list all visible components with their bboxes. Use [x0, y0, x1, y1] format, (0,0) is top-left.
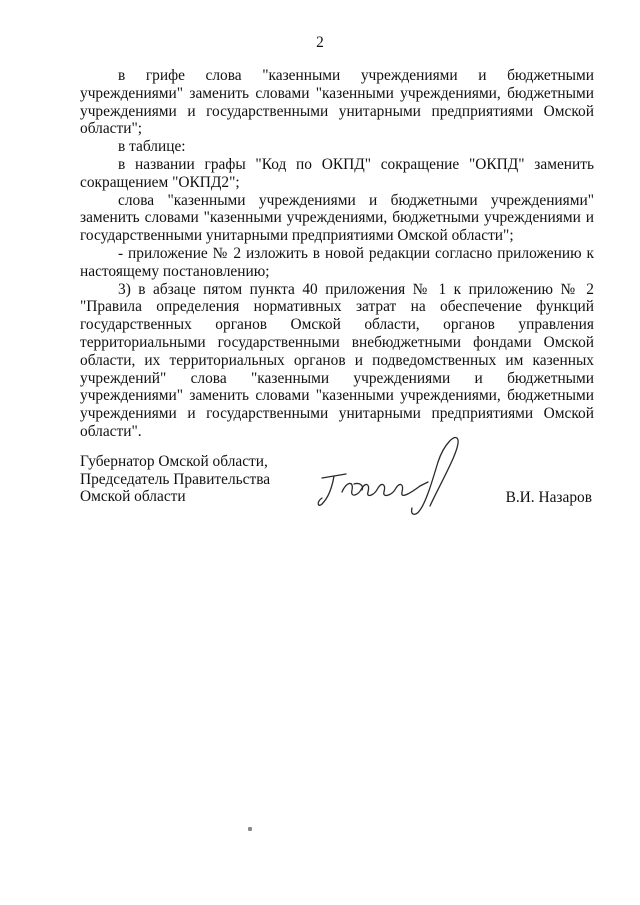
- scan-dot: [248, 827, 252, 831]
- paragraph-okpd: в названии графы "Код по ОКПД" сокращение "ОКПД" заменить сокращением "ОКПД2";: [80, 155, 594, 191]
- signatory-title: [80, 453, 270, 506]
- signatory-title-line: Председатель Правительства: [80, 470, 271, 488]
- signatory-title-line: Омской области: [80, 488, 186, 506]
- document-body: [80, 67, 594, 441]
- page-number: 2: [316, 34, 324, 51]
- handwritten-signature: [312, 432, 472, 522]
- paragraph-appendix: - приложение № 2 изложить в новой редакции согласно приложению к настоящему постановлению;: [80, 244, 594, 280]
- paragraph-table-intro: в таблице:: [118, 138, 186, 156]
- paragraph-item-3: 3) в абзаце пятом пункта 40 приложения № 1 к приложению № 2 "Правила определения нормативных затрат на обеспечение функций государственных органов Омской области, органов управления территориальными государственными внебюджетными фондами Омской области, их территориальных органов и подведомственных им казенных учреждений" слова "казенными учреждениями и бюджетными учреждениями" заменить словами "казенными учреждениями, бюджетными учреждениями и государственными унитарными предприятиями Омской области".: [80, 280, 594, 440]
- paragraph-grif: в грифе слова "казенными учреждениями и бюджетными учреждениями" заменить словами "казенными учреждениями, бюджетными учреждениями и государственными унитарными предприятиями Омской области";: [80, 67, 594, 138]
- signer-name: В.И. Назаров: [505, 489, 592, 506]
- signatory-title-line: Губернатор Омской области,: [80, 453, 268, 470]
- paragraph-words: слова "казенными учреждениями и бюджетными учреждениями" заменить словами "казенными учреждениями, бюджетными учреждениями и государственными унитарными предприятиями Омской области";: [80, 191, 594, 245]
